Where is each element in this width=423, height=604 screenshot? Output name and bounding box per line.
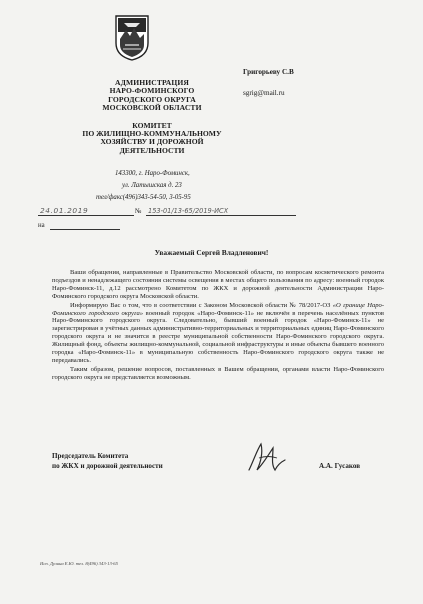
sender-block — [52, 79, 252, 155]
salutation: Уважаемый Сергей Владленович! — [154, 248, 269, 257]
signatory-title: Председатель Комитета по ЖКХ и дорожной деятельности — [52, 452, 163, 470]
administration-title: АДМИНИСТРАЦИЯ НАРО-ФОМИНСКОГО ГОРОДСКОГО ОКРУГА МОСКОВСКОЙ ОБЛАСТИ — [102, 78, 202, 113]
signatory-name: А.А. Гусаков — [319, 462, 361, 470]
in-reply-underline — [50, 229, 120, 230]
handwritten-signature — [243, 440, 287, 476]
number-underline — [146, 215, 296, 216]
addressee-email: sgrig@mail.ru — [243, 89, 285, 97]
body-paragraph-1: Ваши обращения, направленные в Правительство Московской области, по вопросам косметического ремонта подъездов и ненадлежащего состояния системы освещения в местах общего пользования по адресу: военный городок Наро-Фоминск-11, д.12 рассмотрено Комитетом по ЖКХ и дорожной деятельности Администрации Наро-Фоминского городского округа Московской области. — [52, 269, 384, 300]
date-underline — [38, 215, 134, 216]
addressee-name: Григорьеву С.В — [243, 68, 294, 76]
committee-title: КОМИТЕТ ПО ЖИЛИЩНО-КОММУНАЛЬНОМУ ХОЗЯЙСТВУ И ДОРОЖНОЙ ДЕЯТЕЛЬНОСТИ — [82, 120, 222, 155]
number-label: № — [135, 208, 142, 215]
letter-body — [52, 269, 384, 383]
sender-address-street: ул. Латышская д. 23 — [122, 182, 182, 189]
body-paragraph-3: Таким образом, решение вопросов, поставленных в Вашем обращении, органами власти Наро-Фоминского городского округа не представляется возможным. — [52, 365, 384, 381]
outgoing-date: 24.01.2019 — [40, 206, 89, 215]
outgoing-number: 153-01/13-65/2019-ИСХ — [148, 207, 229, 215]
sender-phone-fax: тел/факс(496)343-54-50, 3-05-95 — [96, 194, 191, 201]
coat-of-arms-icon — [115, 15, 149, 61]
body-paragraph-2: Информирую Вас о том, что в соответствии с Законом Московской области № 78/2017-ОЗ «О границе Наро-Фоминского городского округа» военный городок «Наро-Фоминск-11» не включён в перечень населённых пунктов Наро-Фоминского городского округа. Следовательно, бывший военный городок «Наро-Фоминск-11» не зарегистрирован в учётных данных административно-территориальных и территориальных единиц Наро-Фоминского городского округа и не значится в реестре муниципальной собственности Наро-Фоминского городского округа. Жилищный фонд, объекты жилищно-коммунальной, социальной инфраструктуры и иные объекты бывшего военного городка «Наро-Фоминск-11» в муниципальную собственность Наро-Фоминского городского округа также не передавались. — [52, 301, 384, 364]
sender-address-city: 143300, г. Наро-Фоминск, — [115, 170, 190, 177]
in-reply-label: на — [38, 222, 45, 229]
addressee-block — [243, 67, 294, 98]
executor-note: Исп. Дулина Е.Ю. тел. 8(496) 343-13-65 — [40, 561, 118, 566]
